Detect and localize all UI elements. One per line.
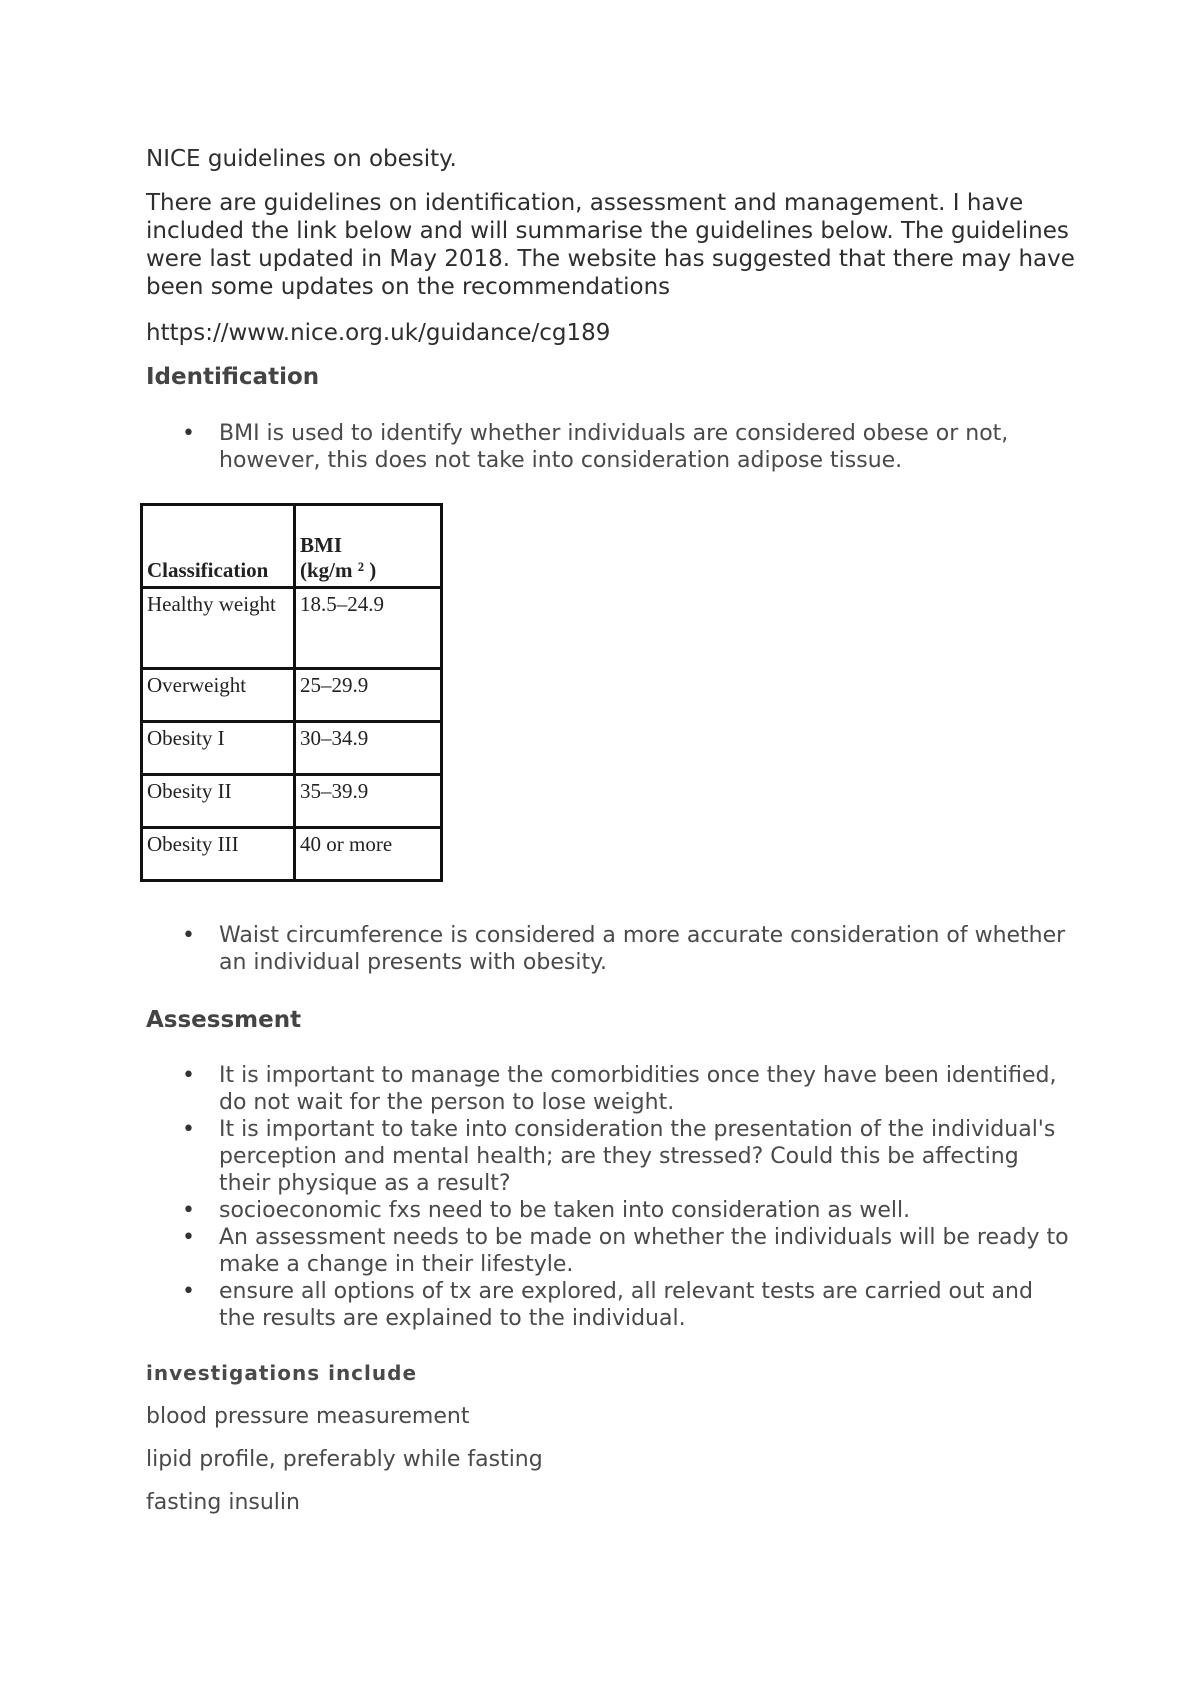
classification-cell: Overweight [142,669,295,722]
header-bmi-line2: (kg/m ² ) [300,558,377,582]
list-item: • It is important to manage the comorbidities once they have been identified, do not wait for the person to lose weight. [146,1062,1076,1116]
intro-paragraph: There are guidelines on identification, assessment and management. I have included the link below and will summarise the guidelines below. The guidelines were last updated in May 2018. The website has suggested that there may have been some updates on the recommendations [146,190,1075,300]
document-title: NICE guidelines on obesity. [146,146,457,172]
table-row [142,828,442,881]
investigation-item: blood pressure measurement [146,1404,470,1429]
table-row [142,775,442,828]
assessment-bullets [146,1062,1076,1332]
guidance-link[interactable]: https://www.nice.org.uk/guidance/cg189 [146,320,611,346]
identification-heading: Identification [146,364,320,390]
table-row [142,588,442,669]
investigations-heading: investigations include [146,1361,418,1385]
waist-bullets [146,922,1076,976]
table-header-row [142,505,442,588]
list-item: • Waist circumference is considered a more accurate consideration of whether an individual presents with obesity. [146,922,1076,976]
identification-bullets [146,420,1076,474]
header-bmi-line1: BMI [300,533,342,557]
classification-cell: Obesity III [142,828,295,881]
classification-cell: Obesity I [142,722,295,775]
bmi-cell: 35–39.9 [295,775,442,828]
assessment-heading: Assessment [146,1007,302,1033]
bmi-classification-table [140,503,443,882]
investigation-item: fasting insulin [146,1490,300,1515]
bmi-cell: 25–29.9 [295,669,442,722]
investigation-item: lipid profile, preferably while fasting [146,1447,543,1472]
classification-cell: Obesity II [142,775,295,828]
classification-cell: Healthy weight [142,588,295,669]
table-row [142,722,442,775]
bmi-cell: 40 or more [295,828,442,881]
list-item: • An assessment needs to be made on whether the individuals will be ready to make a change in their lifestyle. [146,1224,1076,1278]
list-item: • ensure all options of tx are explored, all relevant tests are carried out and the results are explained to the individual. [146,1278,1076,1332]
list-item: • It is important to take into consideration the presentation of the individual's perception and mental health; are they stressed? Could this be affecting their physique as a result? [146,1116,1076,1197]
list-item: • BMI is used to identify whether individuals are considered obese or not, however, this does not take into consideration adipose tissue. [146,420,1076,474]
bmi-cell: 30–34.9 [295,722,442,775]
table-row [142,669,442,722]
header-bmi [295,505,442,588]
list-item: • socioeconomic fxs need to be taken into consideration as well. [146,1197,1076,1224]
bmi-cell: 18.5–24.9 [295,588,442,669]
header-classification: Classification [142,505,295,588]
